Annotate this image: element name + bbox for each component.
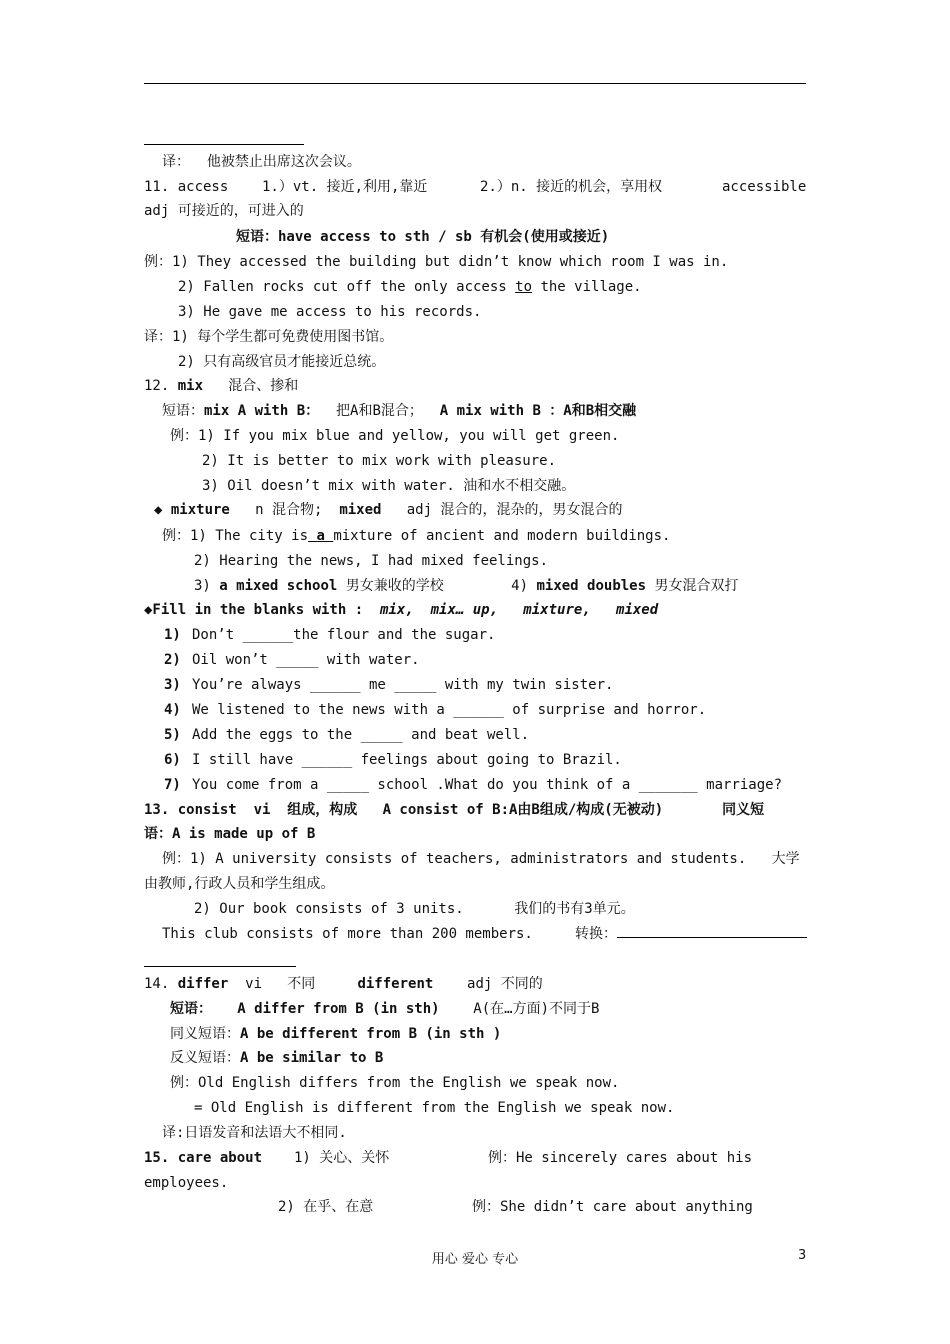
- translate-prev: 译： 他被禁止出席这次会议。: [162, 154, 361, 170]
- s12-deriv-example-3: 3) a mixed school 男女兼收的学校 4) mixed doubles 男女混合双打: [194, 578, 739, 594]
- footnote-rule: [144, 144, 304, 145]
- s11-line1: 11. access: [144, 179, 229, 195]
- page-number: 3: [798, 1248, 807, 1263]
- fill-item-text: Add the eggs to the _____ and beat well.: [192, 727, 530, 743]
- fill-item-number: 1): [164, 627, 181, 643]
- s14-translate: 译:日语发音和法语大不相同.: [162, 1125, 347, 1141]
- s13-example-2: 2) Our book consists of 3 units. 我们的书有3单元。: [194, 901, 635, 917]
- fill-item-text: You’re always ______ me _____ with my twin sister.: [192, 677, 614, 693]
- s11-example-2: 2) Fallen rocks cut off the only access to the village.: [178, 279, 642, 295]
- s14-phrase: 短语： A differ from B (in sth) A(在…方面)不同于B: [170, 1001, 600, 1017]
- fill-item-number: 7): [164, 777, 181, 793]
- header-rule: [144, 83, 806, 84]
- s12-example-3: 3) Oil doesn’t mix with water. 油和水不相交融。: [202, 478, 576, 494]
- page-footer: 用心 爱心 专心: [431, 1252, 519, 1267]
- fill-item-text: I still have ______ feelings about going to Brazil.: [192, 752, 622, 768]
- fill-item-number: 4): [164, 702, 181, 718]
- s13-heading: 13. consist vi 组成，构成 A consist of B:A由B组成/构成(无被动) 同义短: [144, 802, 765, 818]
- s14-heading: 14. differ vi 不同 different adj 不同的: [144, 976, 543, 992]
- s12-phrase: 短语：mix A with B： 把A和B混合； A mix with B ：A和B相交融: [162, 403, 637, 419]
- fill-item-text: You come from a _____ school .What do you think of a _______ marriage?: [192, 777, 783, 793]
- s12-heading: 12. mix 混合、掺和: [144, 378, 299, 394]
- fill-item-number: 3): [164, 677, 181, 693]
- s15-example-1b: employees.: [144, 1175, 229, 1191]
- s15-example-1: 例：He sincerely cares about his: [488, 1150, 753, 1166]
- conversion-blank[interactable]: [617, 925, 807, 938]
- s11-adj: adj 可接近的，可进入的: [144, 203, 304, 219]
- fill-item-number: 6): [164, 752, 181, 768]
- s14-example-1: 例：Old English differs from the English we speak now.: [170, 1075, 620, 1091]
- s15-meaning-2: 2) 在乎、在意: [278, 1199, 374, 1215]
- fill-item-number: 2): [164, 652, 181, 668]
- fill-item-text: Oil won’t _____ with water.: [192, 652, 420, 668]
- s11-meaning2: 2.）n. 接近的机会，享用权: [480, 179, 663, 195]
- s11-meaning1: 1.）vt. 接近,利用,靠近: [262, 179, 428, 195]
- s14-antonym: 反义短语：A be similar to B: [170, 1050, 384, 1066]
- s12-deriv-example-1: 例：1) The city is a mixture of ancient and modern buildings.: [162, 528, 671, 544]
- s14-synonym: 同义短语：A be different from B (in sth ): [170, 1026, 502, 1042]
- section-rule: [144, 966, 296, 967]
- s13-heading-2: 语：A is made up of B: [144, 826, 316, 842]
- s13-example-1: 例：1) A university consists of teachers, administrators and students. 大学: [162, 851, 800, 867]
- fill-item-number: 5): [164, 727, 181, 743]
- s12-example-1: 例：1) If you mix blue and yellow, you will get green.: [170, 428, 620, 444]
- s12-example-2: 2) It is better to mix work with pleasure.: [202, 453, 557, 469]
- s15-example-2: 例：She didn’t care about anything: [472, 1199, 753, 1215]
- s13-conversion: This club consists of more than 200 members. 转换：: [162, 924, 807, 944]
- s11-example-3: 3) He gave me access to his records.: [178, 304, 482, 320]
- fill-item-text: Don’t ______the flour and the sugar.: [192, 627, 496, 643]
- s15-heading: 15. care about: [144, 1150, 263, 1166]
- s11-accessible: accessible: [722, 179, 807, 195]
- s11-translate-2: 2) 只有高级官员才能接近总统。: [178, 354, 386, 370]
- s12-deriv-example-2: 2) Hearing the news, I had mixed feelings.: [194, 553, 549, 569]
- fill-heading: ◆Fill in the blanks with : mix, mix… up, mixture, mixed: [144, 602, 659, 618]
- s13-example-1b: 由教师,行政人员和学生组成。: [144, 876, 335, 892]
- s11-phrase: 短语：have access to sth / sb 有机会(使用或接近): [236, 229, 610, 245]
- s11-example-1: 例：1) They accessed the building but didn’t know which room I was in.: [144, 254, 729, 270]
- fill-item-text: We listened to the news with a ______ of surprise and horror.: [192, 702, 707, 718]
- s12-derivatives: ◆ mixture n 混合物; mixed adj 混合的，混杂的，男女混合的: [154, 502, 623, 518]
- s11-translate-1: 译：1) 每个学生都可免费使用图书馆。: [144, 329, 394, 345]
- s14-example-2: = Old English is different from the English we speak now.: [194, 1100, 675, 1116]
- s15-meaning-1: 1) 关心、关怀: [294, 1150, 390, 1166]
